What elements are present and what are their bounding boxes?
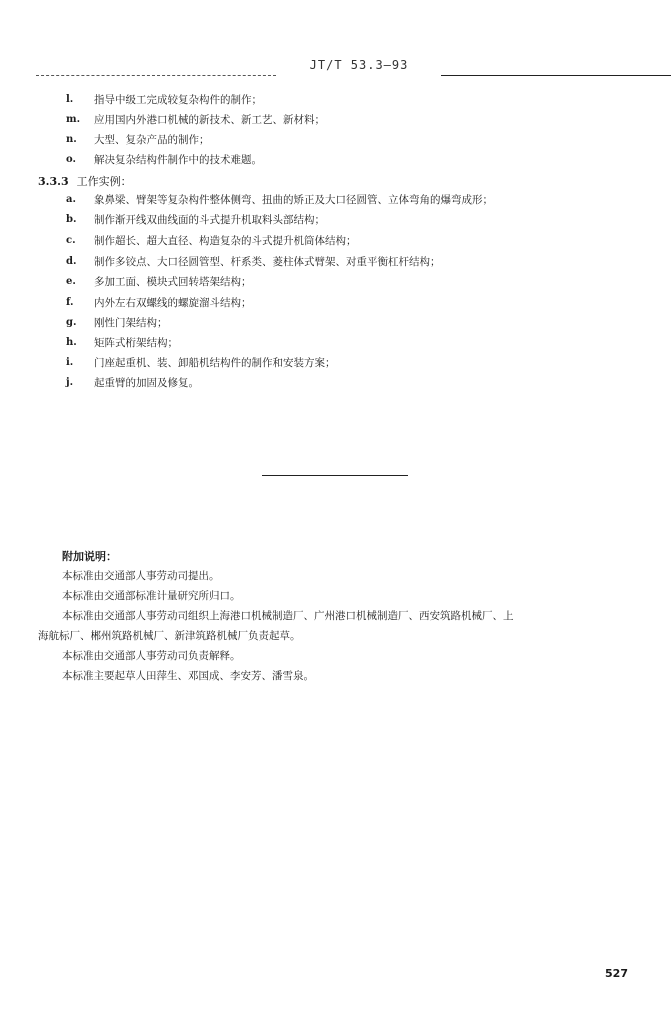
- header-rule-left: [36, 75, 276, 76]
- section-divider: [262, 475, 408, 476]
- list-marker: l.: [66, 94, 74, 105]
- page-header: [36, 58, 636, 82]
- list-marker: o.: [66, 154, 76, 165]
- note-line: 本标准由交通部人事劳动司负责解释。: [62, 650, 241, 662]
- list-marker: f.: [66, 297, 74, 308]
- list-text: 制作超长、超大直径、构造复杂的斗式提升机筒体结构；: [94, 235, 357, 247]
- list-text: 矩阵式桁架结构；: [94, 337, 178, 349]
- section-title: 工作实例：: [76, 175, 132, 188]
- list-text: 制作多铰点、大口径圆管型、杆系类、菱柱体式臂架、对重平衡杠杆结构；: [94, 256, 441, 268]
- notes-title: 附加说明：: [62, 550, 117, 563]
- list-text: 象鼻梁、臂架等复杂构件整体侧弯、扭曲的矫正及大口径圆管、立体弯角的爆弯成形；: [94, 194, 493, 206]
- list-marker: h.: [66, 337, 77, 348]
- list-text: 解决复杂结构件制作中的技术难题。: [94, 154, 262, 166]
- list-marker: j.: [66, 377, 74, 388]
- list-text: 门座起重机、装、卸船机结构件的制作和安装方案；: [94, 357, 336, 369]
- list-text: 制作渐开线双曲线面的斗式提升机取料头部结构；: [94, 214, 325, 226]
- list-text: 刚性门架结构；: [94, 317, 168, 329]
- list-marker: c.: [66, 235, 76, 246]
- note-line: 本标准主要起草人田萍生、邓国成、李安芳、潘雪泉。: [62, 670, 314, 682]
- standard-code: JT/T 53.3—93: [309, 58, 409, 72]
- list-marker: i.: [66, 357, 74, 368]
- list-marker: b.: [66, 214, 77, 225]
- page-number: 527: [605, 967, 628, 980]
- note-line: 本标准由交通部人事劳动司提出。: [62, 570, 220, 582]
- list-marker: d.: [66, 256, 77, 267]
- list-text: 应用国内外港口机械的新技术、新工艺、新材料；: [94, 114, 325, 126]
- list-marker: n.: [66, 134, 77, 145]
- section-heading: [38, 173, 132, 189]
- list-text: 大型、复杂产品的制作；: [94, 134, 210, 146]
- list-text: 指导中级工完成较复杂构件的制作；: [94, 94, 262, 106]
- list-marker: a.: [66, 194, 76, 205]
- header-rule-right: [441, 75, 671, 76]
- note-line: 海航标厂、郴州筑路机械厂、新津筑路机械厂负责起草。: [38, 630, 301, 642]
- list-marker: g.: [66, 317, 77, 328]
- list-text: 起重臂的加固及修复。: [94, 377, 199, 389]
- list-text: 多加工面、模块式回转塔架结构；: [94, 276, 252, 288]
- section-number: 3.3.3: [38, 175, 69, 188]
- list-marker: m.: [66, 114, 81, 125]
- list-marker: e.: [66, 276, 76, 287]
- note-line: 本标准由交通部标准计量研究所归口。: [62, 590, 241, 602]
- list-text: 内外左右双螺线的螺旋溜斗结构；: [94, 297, 252, 309]
- note-line: 本标准由交通部人事劳动司组织上海港口机械制造厂、广州港口机械制造厂、西安筑路机械厂、上: [62, 610, 514, 622]
